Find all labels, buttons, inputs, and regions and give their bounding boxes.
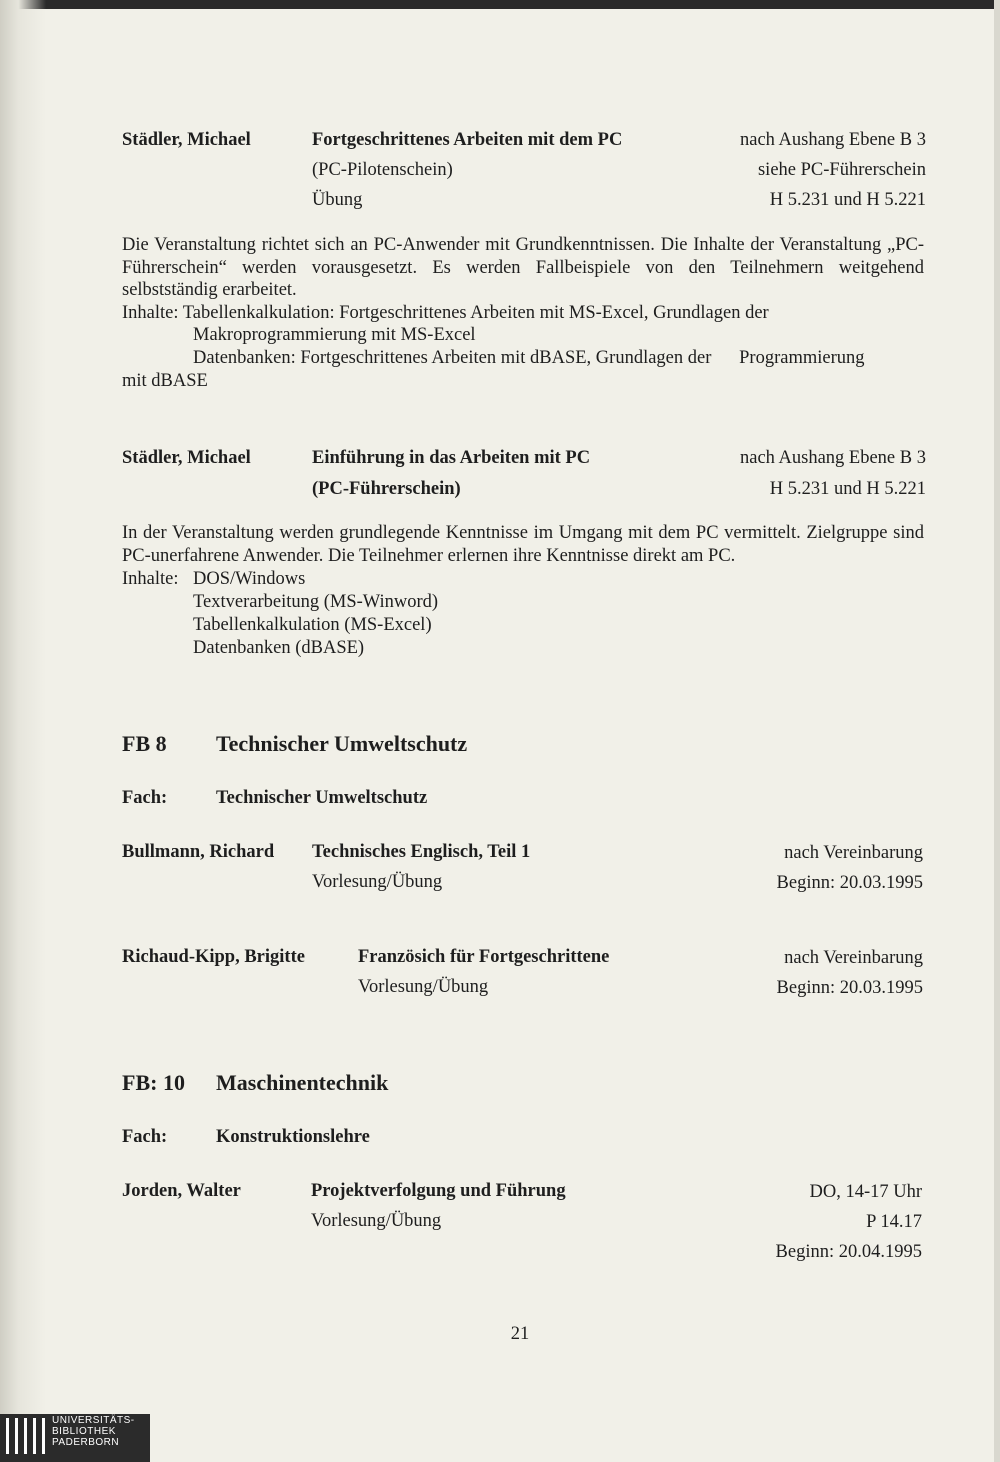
- entry1-course-title: Fortgeschrittenes Arbeiten mit dem PC: [312, 130, 623, 150]
- fb10-course-title: Projektverfolgung und Führung: [311, 1181, 566, 1201]
- scan-top-edge: [0, 0, 1000, 9]
- entry2-description-intro: In der Veranstaltung werden grundlegende Kenntnisse im Umgang mit dem PC vermittelt. Zielgruppe sind PC-unerfahrene Anwender. Die Teilnehmer erlernen ihre Kenntnisse direkt am PC.: [122, 523, 924, 566]
- fb8-course1-title: Technisches Englisch, Teil 1: [312, 842, 531, 862]
- fb10-code: FB: 10: [122, 1070, 185, 1095]
- entry1-time: nach Aushang Ebene B 3: [740, 130, 926, 150]
- fb8-course2-lecturer: Richaud-Kipp, Brigitte: [122, 947, 305, 967]
- fb10-course-time: DO, 14-17 Uhr: [809, 1182, 922, 1202]
- entry1-contents-line2: Makroprogrammierung mit MS-Excel: [193, 325, 476, 346]
- fb8-course2-time: nach Vereinbarung: [784, 948, 923, 968]
- fb8-course2-title: Französich für Fortgeschrittene: [358, 947, 610, 967]
- fb8-course1-start: Beginn: 20.03.1995: [776, 873, 923, 893]
- entry1-room: H 5.231 und H 5.221: [769, 190, 926, 210]
- fb8-course1-format: Vorlesung/Übung: [312, 872, 443, 892]
- fb8-title: Technischer Umweltschutz: [216, 731, 468, 756]
- entry2-contents-item: Datenbanken (dBASE): [193, 638, 365, 658]
- fb8-subject-label: Fach:: [122, 788, 168, 808]
- entry2-contents-label: Inhalte:: [122, 569, 179, 589]
- entry1-lecturer: Städler, Michael: [122, 130, 251, 150]
- library-logo: [0, 1414, 150, 1462]
- entry2-room: H 5.231 und H 5.221: [769, 479, 926, 499]
- entry2-contents-item: Textverarbeitung (MS-Winword): [193, 592, 439, 612]
- fb8-course2-format: Vorlesung/Übung: [358, 977, 489, 997]
- fb10-title: Maschinentechnik: [216, 1070, 389, 1095]
- entry1-contents-line4: mit dBASE: [122, 370, 208, 391]
- fb8-subject: Technischer Umweltschutz: [216, 788, 428, 808]
- fb8-course2-start: Beginn: 20.03.1995: [776, 978, 923, 998]
- page-fold-shadow: [0, 0, 46, 1462]
- entry2-description: [122, 522, 924, 567]
- entry2-contents-item: Tabellenkalkulation (MS-Excel): [193, 615, 432, 635]
- fb10-course-lecturer: Jorden, Walter: [122, 1181, 241, 1201]
- entry1-note: siehe PC-Führerschein: [757, 160, 926, 180]
- entry2-time: nach Aushang Ebene B 3: [740, 448, 926, 468]
- library-logo-text: UNIVERSITÄTS- BIBLIOTHEK PADERBORN: [52, 1415, 135, 1448]
- entry1-contents-line3: Datenbanken: Fortgeschrittenes Arbeiten mit dBASE, Grundlagen der Programmierung: [193, 347, 865, 368]
- entry2-contents-item: DOS/Windows: [193, 569, 306, 589]
- fb10-course-start: Beginn: 20.04.1995: [775, 1242, 922, 1262]
- entry2-lecturer: Städler, Michael: [122, 448, 251, 468]
- entry2-course-subtitle: (PC-Führerschein): [312, 479, 461, 499]
- fb10-course-format: Vorlesung/Übung: [311, 1211, 442, 1231]
- fb10-subject: Konstruktionslehre: [216, 1127, 370, 1147]
- fb10-subject-label: Fach:: [122, 1127, 168, 1147]
- entry1-description-intro: Die Veranstaltung richtet sich an PC-Anwender mit Grundkenntnissen. Die Inhalte der Veranstaltung „PC-Führerschein“ werden vorausgesetzt. Es werden Fallbeispiele von den Teilnehmern weitgehend selbstständig erarbeitet.: [122, 235, 924, 301]
- entry1-format: Übung: [312, 190, 363, 210]
- scan-right-edge: [994, 0, 1000, 1462]
- entry1-description: [122, 234, 924, 392]
- entry1-course-subtitle: (PC-Pilotenschein): [312, 160, 453, 180]
- fb10-course-room: P 14.17: [866, 1212, 922, 1232]
- fb8-code: FB 8: [122, 731, 167, 756]
- entry1-contents-line1: Inhalte: Tabellenkalkulation: Fortgeschrittenes Arbeiten mit MS-Excel, Grundlagen der: [122, 302, 769, 323]
- page-number: 21: [510, 1324, 530, 1344]
- fb8-course1-time: nach Vereinbarung: [784, 843, 923, 863]
- fb8-course1-lecturer: Bullmann, Richard: [122, 842, 275, 862]
- entry2-course-title: Einführung in das Arbeiten mit PC: [312, 448, 591, 468]
